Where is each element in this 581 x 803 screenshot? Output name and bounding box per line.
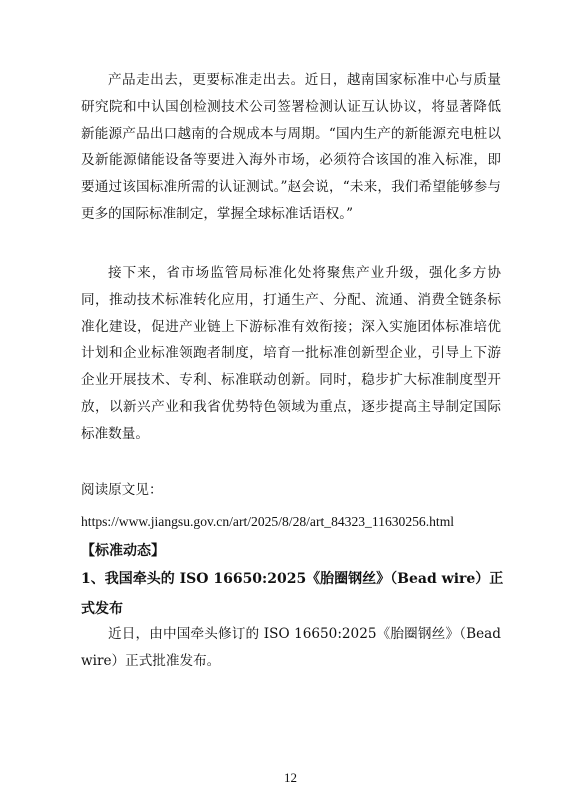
section-heading-standards-news: 【标准动态】 bbox=[81, 543, 165, 559]
news-item-body: 近日，由中国牵头修订的 ISO 16650:2025《胎圈钢丝》（Bead wire）正式批准发布。 bbox=[81, 626, 501, 669]
body-paragraph-standards-going-abroad: 产品走出去，更要标准走出去。近日，越南国家标准中心与质量研究院和中认国创检测技术公司签署检测认证互认协议，将显著降低新能源产品出口越南的合规成本与周期。“国内生产的新能源充电桩以及新能源储能设备等要进入海外市场，必须符合该国的准入标准，即要通过该国标准所需的认证测试。”赵会说，“未来，我们希望能够参与更多的国际标准制定，掌握全球标准话语权。” bbox=[81, 72, 501, 222]
news-item-title: 1、我国牵头的 ISO 16650:2025《胎圈钢丝》（Bead wire）正式发布 bbox=[81, 571, 504, 617]
body-paragraph-next-steps: 接下来，省市场监管局标准化处将聚焦产业升级，强化多方协同，推动技术标准转化应用，打通生产、分配、流通、消费全链条标准化建设，促进产业链上下游标准有效衔接；深入实施团体标准培优计划和企业标准领跑者制度，培育一批标准创新型企业，引导上下游企业开展技术、专利、标准联动创新。同时，稳步扩大标准制度型开放，以新兴产业和我省优势特色领域为重点，逐步提高主导制定国际标准数量。 bbox=[81, 265, 501, 442]
read-original-label: 阅读原文见： bbox=[81, 482, 163, 498]
source-url-link[interactable]: https://www.jiangsu.gov.cn/art/2025/8/28/art_84323_11630256.html bbox=[81, 514, 455, 529]
page-number: 12 bbox=[284, 770, 297, 785]
